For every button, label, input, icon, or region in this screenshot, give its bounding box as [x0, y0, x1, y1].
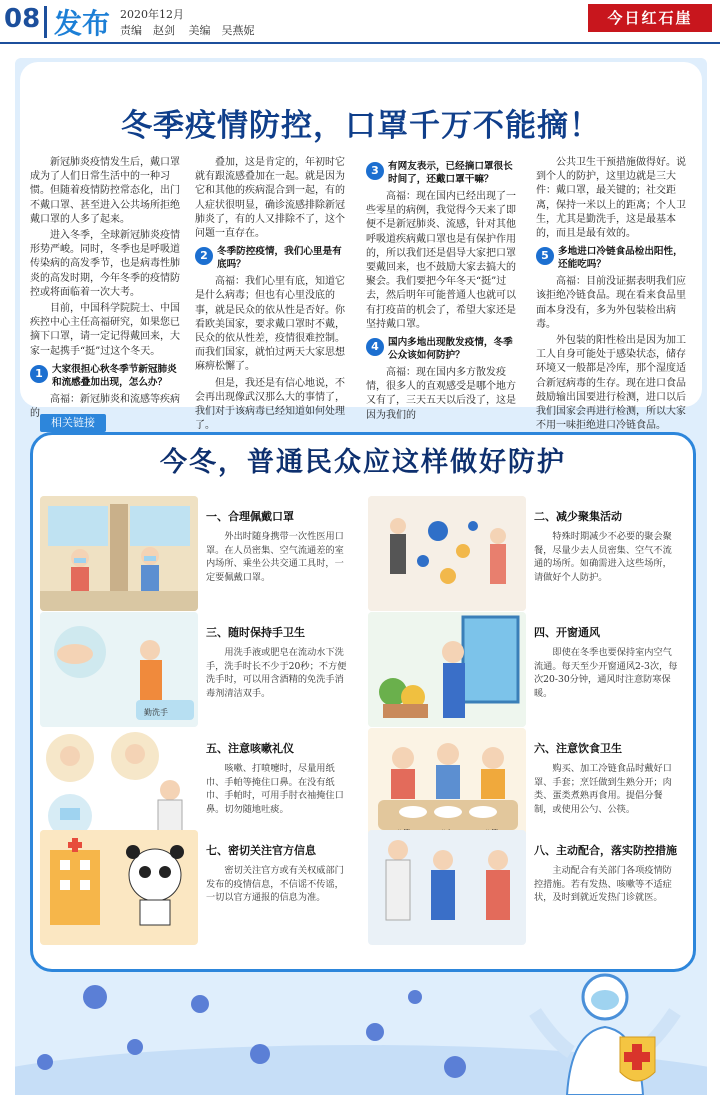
question-1 [30, 363, 184, 389]
tip-card-food [368, 728, 680, 843]
tip-card-hands [40, 612, 352, 727]
answer: 高福：目前没证据表明我们应该拒绝冷链食品。现在看来食品里面本身没有，多为外包装检出病毒。 [536, 276, 686, 330]
question-text: 冬季防控疫情，我们心里是有底吗？ [217, 246, 342, 271]
paragraph: 目前，中国科学院院士、中国疾控中心主任高福研究，如果您已摘下口罩，请一定记得戴回来，大家一起携手“挺”过这个冬天。 [30, 303, 180, 357]
tip-text: 即使在冬季也要保持室内空气流通。每天至少开窗通风2-3次，每次20-30分钟，通风时注意防寒保暖。 [534, 647, 678, 699]
paragraph: 但是，我还是有信心地说，不会再出现像武汉那么大的事情了，我们对于该病毒已经知道如何处理了。 [195, 377, 345, 432]
related-links-tag: 相关链接 [40, 414, 106, 432]
section-title: 发布 [54, 7, 111, 40]
page-number: 08 [4, 4, 41, 34]
tip-text: 特殊时期减少不必要的聚会聚餐，尽量少去人员密集、空气不流通的场所。如确需进入这些场所，请做好个人防护。 [534, 531, 672, 583]
answer: 高福：现在国内已经出现了一些零星的病例，我觉得今天来了即便不是新冠肺炎、流感，针对其他呼吸道疾病戴口罩也是有保护作用的，所以我们还是倡导大家把口罩要戴回来，也不鼓励大家去搞大的聚会。我们要把今年冬天“挺”过去，然后明年可能普通人也就可以有打疫苗的机会了，希望大家还是坚持戴口罩。 [366, 191, 516, 330]
article-column-4 [536, 156, 690, 435]
tip-content [206, 624, 352, 700]
handwashing-illustration [40, 612, 198, 727]
header-divider [44, 6, 47, 38]
paragraph: 叠加，这是肯定的，年初时它就有跟流感叠加在一起。就是因为它和其他的疾病混合到一起，有的人症状很明显，确诊流感排除新冠肺炎了，有的人又排除不了，这个问题一直存在。 [195, 157, 345, 240]
tip-heading: 二、减少聚集活动 [534, 510, 622, 523]
tip-card-cooperate [368, 830, 680, 945]
bottom-decoration [15, 972, 707, 1095]
tip-card-mask [40, 496, 352, 611]
article-column-2 [195, 156, 349, 435]
question-5 [536, 245, 690, 271]
answer: 高福：我们心里有底，知道它是什么病毒；但也有心里没底的事，就是民众的依从性是否好。你看欧美国家，要求戴口罩时不戴，民众的依从性差，疫情很难控制。而我们国家，就怕过两天大家思想麻痹松懈了。 [195, 276, 345, 373]
editor-credits [120, 22, 265, 38]
window-illustration [368, 612, 526, 727]
question-number-badge: 4 [366, 338, 384, 356]
tip-text: 外出时随身携带一次性医用口罩。在人员密集、空气流通差的室内场所、乘坐公共交通工具时，一定要佩戴口罩。 [206, 531, 344, 583]
tips-row-3 [40, 728, 684, 843]
answer: 高福：新冠肺炎和流感等疾病的 [30, 393, 180, 420]
paragraph: 外包装的阳性检出是因为加工工人自身可能处于感染状态，储存环境又一般都是冷库，那个湿度适合新冠病毒的生存。现在进口食品鼓励输出国要进行检测，进口以后我们国家会再进行检测，所以大家不用一味拒绝进口冷链食品。 [536, 335, 686, 432]
tip-card-ventilation [368, 612, 680, 727]
tip-content [534, 508, 680, 584]
tips-row-4 [40, 830, 684, 945]
bus-illustration [40, 496, 198, 611]
newspaper-logo: 今日红石崖 [588, 4, 712, 32]
question-2 [195, 245, 349, 271]
question-number-badge: 2 [195, 247, 213, 265]
tip-content [206, 508, 352, 584]
paragraph: 公共卫生干预措施做得好。说到个人的防护，这里边就是三大件：戴口罩，最关键的；社交距离，保持一米以上的距离；个人卫生，尤其是勤洗手，这是最基本的，而且是最有效的。 [536, 157, 686, 240]
tip-heading: 一、合理佩戴口罩 [206, 510, 294, 523]
dining-illustration [368, 728, 526, 843]
article-column-3 [366, 156, 520, 425]
question-text: 多地进口冷链食品检出阳性，还能吃吗？ [558, 246, 683, 271]
tip-content [534, 842, 680, 905]
editor-credit: 责编 赵剑 [120, 24, 175, 37]
article-title: 冬季疫情防控，口罩千万不能摘！ [121, 108, 601, 144]
tip-content [534, 740, 680, 816]
tips-row-2 [40, 612, 684, 727]
question-number-badge: 3 [366, 162, 384, 180]
tip-content [206, 842, 352, 905]
answer: 高福：现在国内多方散发疫情，很多人的直观感受是哪个地方又有了，三天五天以后没了，这是因为我们的 [366, 367, 516, 421]
tip-heading: 七、密切关注官方信息 [206, 844, 316, 857]
question-number-badge: 1 [30, 365, 48, 383]
hospital-panda-illustration [40, 830, 198, 945]
page-header [0, 0, 720, 44]
tip-heading: 三、随时保持手卫生 [206, 626, 305, 639]
virus-crowd-illustration [368, 496, 526, 611]
tip-text: 密切关注官方或有关权威部门发布的疫情信息，不信谣不传谣，一切以官方通报的信息为准。 [206, 865, 344, 903]
tip-card-cough [40, 728, 352, 843]
issue-date: 2020年12月 [120, 8, 184, 21]
question-text: 国内多地出现散发疫情，冬季公众该如何防护？ [388, 337, 513, 362]
article-column-1 [30, 156, 184, 423]
temperature-check-illustration [368, 830, 526, 945]
designer-credit: 美编 吴燕妮 [188, 24, 255, 37]
related-title: 今冬，普通民众应这样做好防护 [160, 447, 566, 478]
paragraph: 进入冬季，全球新冠肺炎疫情形势严峻。同时，冬季也是呼吸道传染病的高发季节，也是病毒性肺炎的高发时期，今年冬季的疫情防控或将面临着一次大考。 [30, 230, 180, 298]
cough-illustration [40, 728, 198, 843]
question-text: 大家很担心秋冬季节新冠肺炎和流感叠加出现，怎么办？ [52, 363, 177, 388]
handwash-label: 勤洗手 [144, 708, 168, 717]
question-3 [366, 160, 520, 186]
tip-content [206, 740, 352, 816]
tip-text: 用洗手液或肥皂在流动水下洗手，洗手时长不少于20秒；不方便洗手时，可以用含酒精的免洗手消毒剂清洁双手。 [206, 647, 347, 699]
question-number-badge: 5 [536, 247, 554, 265]
paragraph: 新冠肺炎疫情发生后，戴口罩成为了人们日常生活中的一种习惯。但随着疫情防控常态化，出门不戴口罩、甚至进入公共场所拒绝戴口罩的人多了起来。 [30, 157, 180, 225]
tip-text: 主动配合有关部门各项疫情防控措施。若有发热、咳嗽等不适症状，及时到就近发热门诊就医。 [534, 865, 672, 903]
question-4 [366, 336, 520, 362]
question-text: 有网友表示，已经摘口罩很长时间了，还戴口罩干嘛？ [388, 161, 513, 185]
tip-heading: 四、开窗通风 [534, 626, 600, 639]
tip-text: 咳嗽、打喷嚏时，尽量用纸巾、手帕等掩住口鼻。在没有纸巾、手帕时，可用手肘衣袖掩住口鼻。切勿随地吐痰。 [206, 763, 344, 815]
tips-row-1 [40, 496, 684, 611]
tip-text: 购买、加工冷链食品时戴好口罩、手套；烹饪做到生熟分开；肉类、蛋类煮熟再食用。提倡分餐制，或使用公勺、公筷。 [534, 763, 672, 815]
tip-heading: 六、注意饮食卫生 [534, 742, 622, 755]
tip-card-official-info [40, 830, 352, 945]
tip-card-gathering [368, 496, 680, 611]
tip-content [534, 624, 680, 700]
tip-heading: 八、主动配合，落实防控措施 [534, 844, 677, 857]
tip-heading: 五、注意咳嗽礼仪 [206, 742, 294, 755]
